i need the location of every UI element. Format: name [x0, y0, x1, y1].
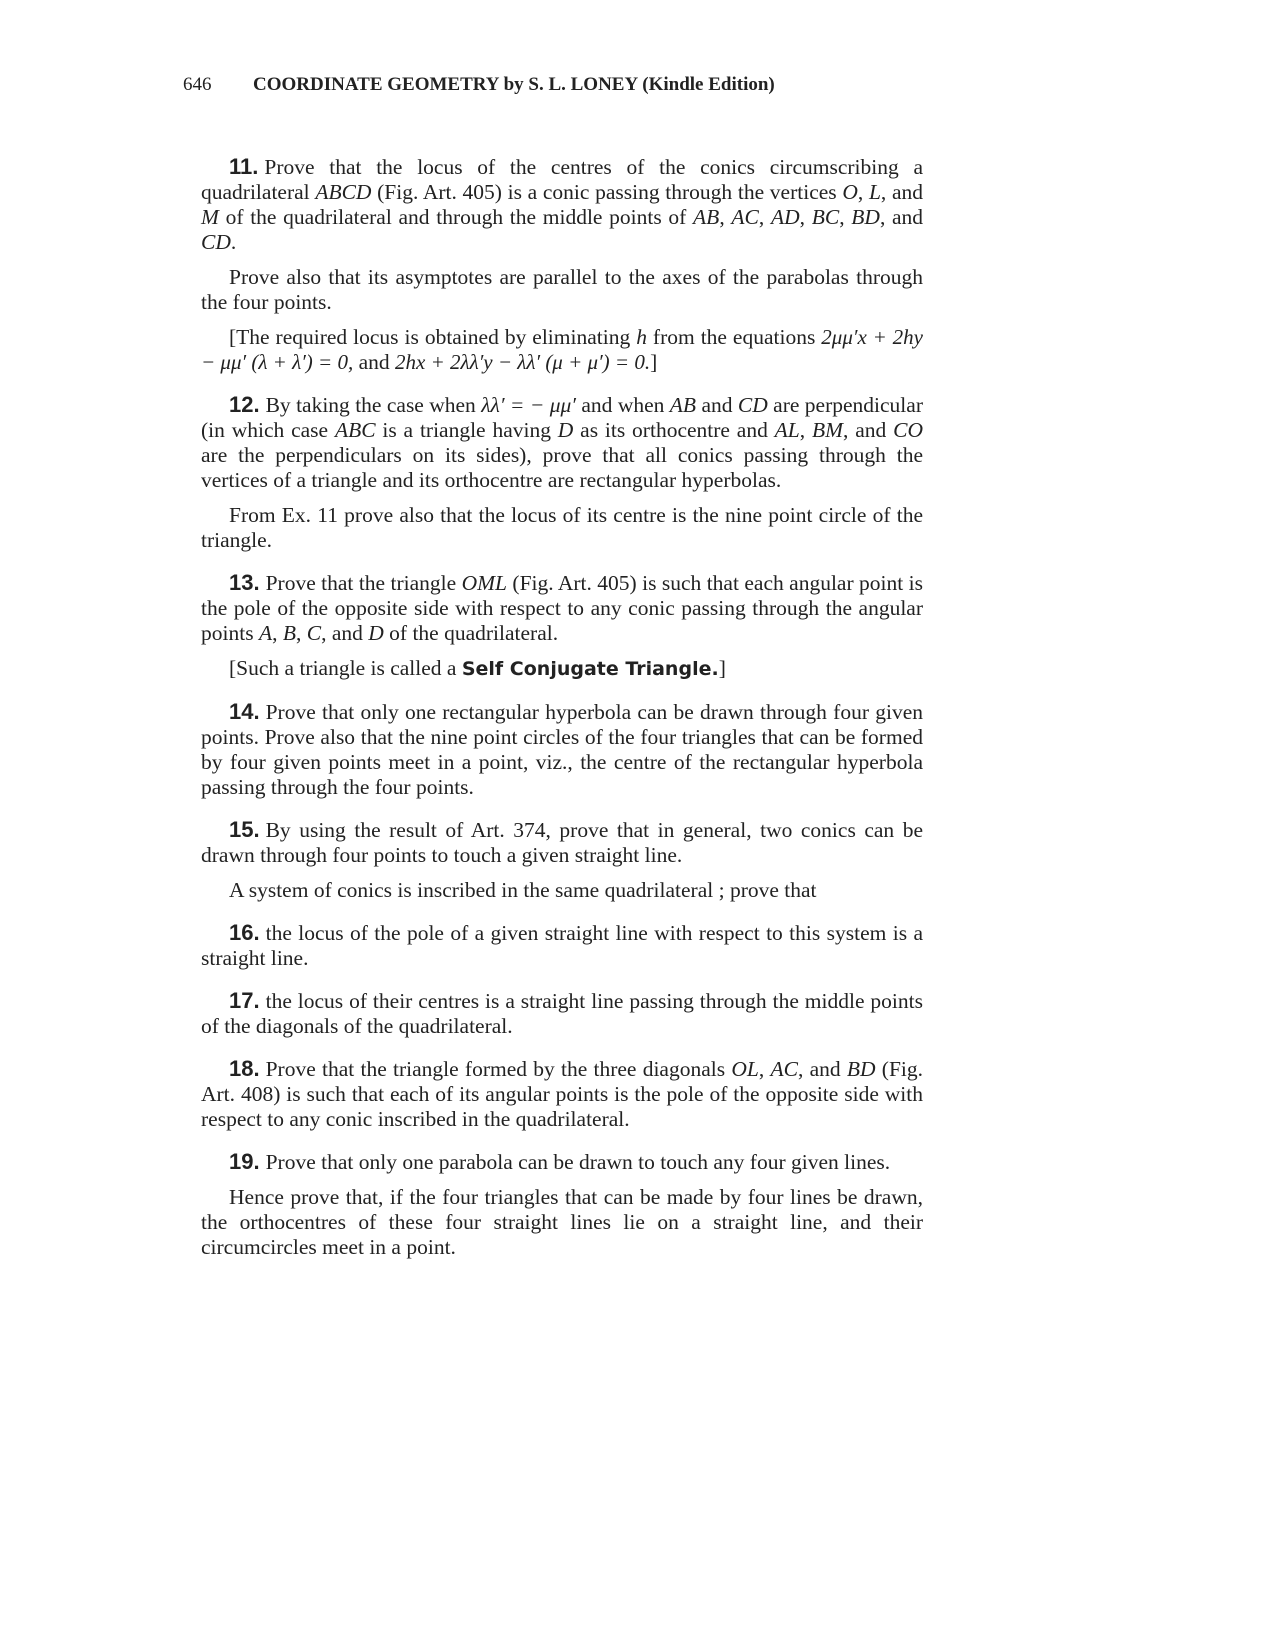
exercise-number: 18.: [229, 1056, 260, 1081]
exercise-number: 19.: [229, 1149, 260, 1174]
book-title: COORDINATE GEOMETRY by S. L. LONEY (Kindle Edition): [253, 74, 775, 95]
exercise-number: 11.: [229, 154, 259, 179]
exercise-14: [201, 699, 923, 800]
exercise-19: [201, 1149, 923, 1260]
page-content: [201, 154, 923, 1270]
exercise-11: [201, 154, 923, 375]
exercise-12: [201, 392, 923, 553]
exercise-13-statement: 13. Prove that the triangle OML (Fig. Art. 405) is such that each angular point is the pole of the opposite side with respect to any conic passing through the angular points A, B, C, and D of the quadrilateral.: [201, 570, 923, 645]
exercise-11-hint: [The required locus is obtained by eliminating h from the equations 2μμ′x + 2hy − μμ′ (λ + λ′) = 0, and 2hx + 2λλ′y − λλ′ (μ + μ′) = 0.]: [201, 325, 923, 374]
exercise-number: 16.: [229, 920, 260, 945]
exercise-12-statement: 12. By taking the case when λλ′ = − μμ′ and when AB and CD are perpendicular (in which case ABC is a triangle having D as its orthocentre and AL, BM, and CO are the perpendiculars on its sides), prove that all conics passing through the vertices of a triangle and its orthocentre are rectangular hyperbolas.: [201, 392, 923, 492]
equation: 2μμ′x + 2hy − μμ′ (λ + λ′) = 0,: [201, 325, 923, 374]
defined-term: Self Conjugate Triangle.: [461, 658, 719, 680]
exercise-12-part-2: From Ex. 11 prove also that the locus of its centre is the nine point circle of the triangle.: [201, 503, 923, 552]
exercise-13-note: [Such a triangle is called a Self Conjugate Triangle.]: [229, 656, 726, 680]
exercise-number: 12.: [229, 392, 260, 417]
exercise-19-part-2: Hence prove that, if the four triangles that can be made by four lines be drawn, the orthocentres of these four straight lines lie on a straight line, and their circumcircles meet in a point.: [201, 1185, 923, 1259]
exercise-11-statement: 11. Prove that the locus of the centres of the conics circumscribing a quadrilateral ABCD (Fig. Art. 405) is a conic passing through the vertices O, L, and M of the quadrilateral and through the middle points of AB, AC, AD, BC, BD, and CD.: [201, 154, 924, 254]
exercise-14-statement: 14. Prove that only one rectangular hyperbola can be drawn through four given points. Prove also that the nine point circles of the four triangles that can be formed by four given points meet in a point, viz., the centre of the rectangular hyperbola passing through the four points.: [201, 699, 923, 799]
page-number: 646: [183, 74, 212, 95]
exercise-17-statement: 17. the locus of their centres is a straight line passing through the middle points of the diagonals of the quadrilateral.: [201, 988, 923, 1038]
exercise-number: 17.: [229, 988, 260, 1013]
exercise-18-statement: 18. Prove that the triangle formed by the three diagonals OL, AC, and BD (Fig. Art. 408) is such that each of its angular points is the pole of the opposite side with respect to any conic inscribed in the quadrilateral.: [201, 1056, 924, 1131]
exercise-15: [201, 817, 923, 903]
exercise-13: [201, 570, 923, 682]
exercise-15-part-2: A system of conics is inscribed in the same quadrilateral ; prove that: [229, 878, 817, 902]
equation: 2hx + 2λλ′y − λλ′ (μ + μ′) = 0.: [395, 350, 651, 374]
exercise-number: 13.: [229, 570, 260, 595]
exercise-16-statement: 16. the locus of the pole of a given straight line with respect to this system is a straight line.: [201, 920, 923, 970]
exercise-15-statement: 15. By using the result of Art. 374, prove that in general, two conics can be drawn through four points to touch a given straight line.: [201, 817, 923, 867]
exercise-19-statement: 19. Prove that only one parabola can be drawn to touch any four given lines.: [229, 1149, 891, 1174]
page-header: [183, 74, 775, 96]
exercise-number: 15.: [229, 817, 260, 842]
exercise-11-part-2: Prove also that its asymptotes are parallel to the axes of the parabolas through the four points.: [201, 265, 923, 314]
exercise-17: [201, 988, 923, 1039]
exercise-18: [201, 1056, 923, 1132]
exercise-16: [201, 920, 923, 971]
exercise-number: 14.: [229, 699, 260, 724]
